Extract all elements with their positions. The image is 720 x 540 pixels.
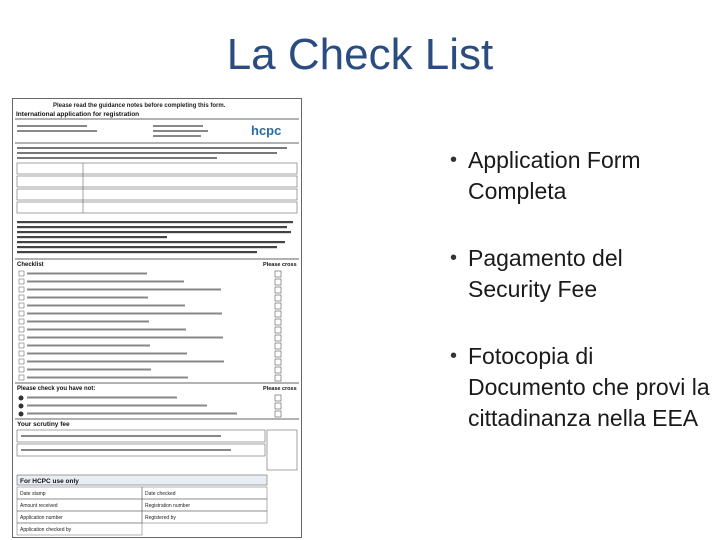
office-field-label: Application checked by [20,527,72,533]
fee-title: Your scrutiny fee [17,421,70,428]
office-title: For HCPC use only [20,478,79,485]
office-field-label: Date checked [145,491,176,497]
form-heading: International application for registration [16,111,140,118]
form-notice: Please read the guidance notes before completing this form. [53,103,226,109]
not-send-column: Please cross [263,386,297,392]
bullet-list [450,145,710,470]
office-field-label: Registration number [145,503,191,509]
application-form-image [12,98,302,538]
bullet-item: • Pagamento del Security Fee [450,243,710,305]
not-send-title: Please check you have not: [17,386,96,392]
hcpc-logo: hcpc [251,123,282,138]
form-scan [13,99,301,537]
office-field-label: Amount received [20,503,58,509]
checklist-title: Checklist [17,262,44,268]
office-field-label: Registered by [145,515,176,521]
checklist-column: Please cross [263,262,297,268]
bullet-item: • Application Form Completa [450,145,710,207]
office-field-label: Date stamp [20,491,46,497]
bullet-item: • Fotocopia di Documento che provi la cittadinanza nella EEA [450,341,710,434]
slide-title: La Check List [226,30,494,79]
office-field-label: Application number [20,515,63,521]
